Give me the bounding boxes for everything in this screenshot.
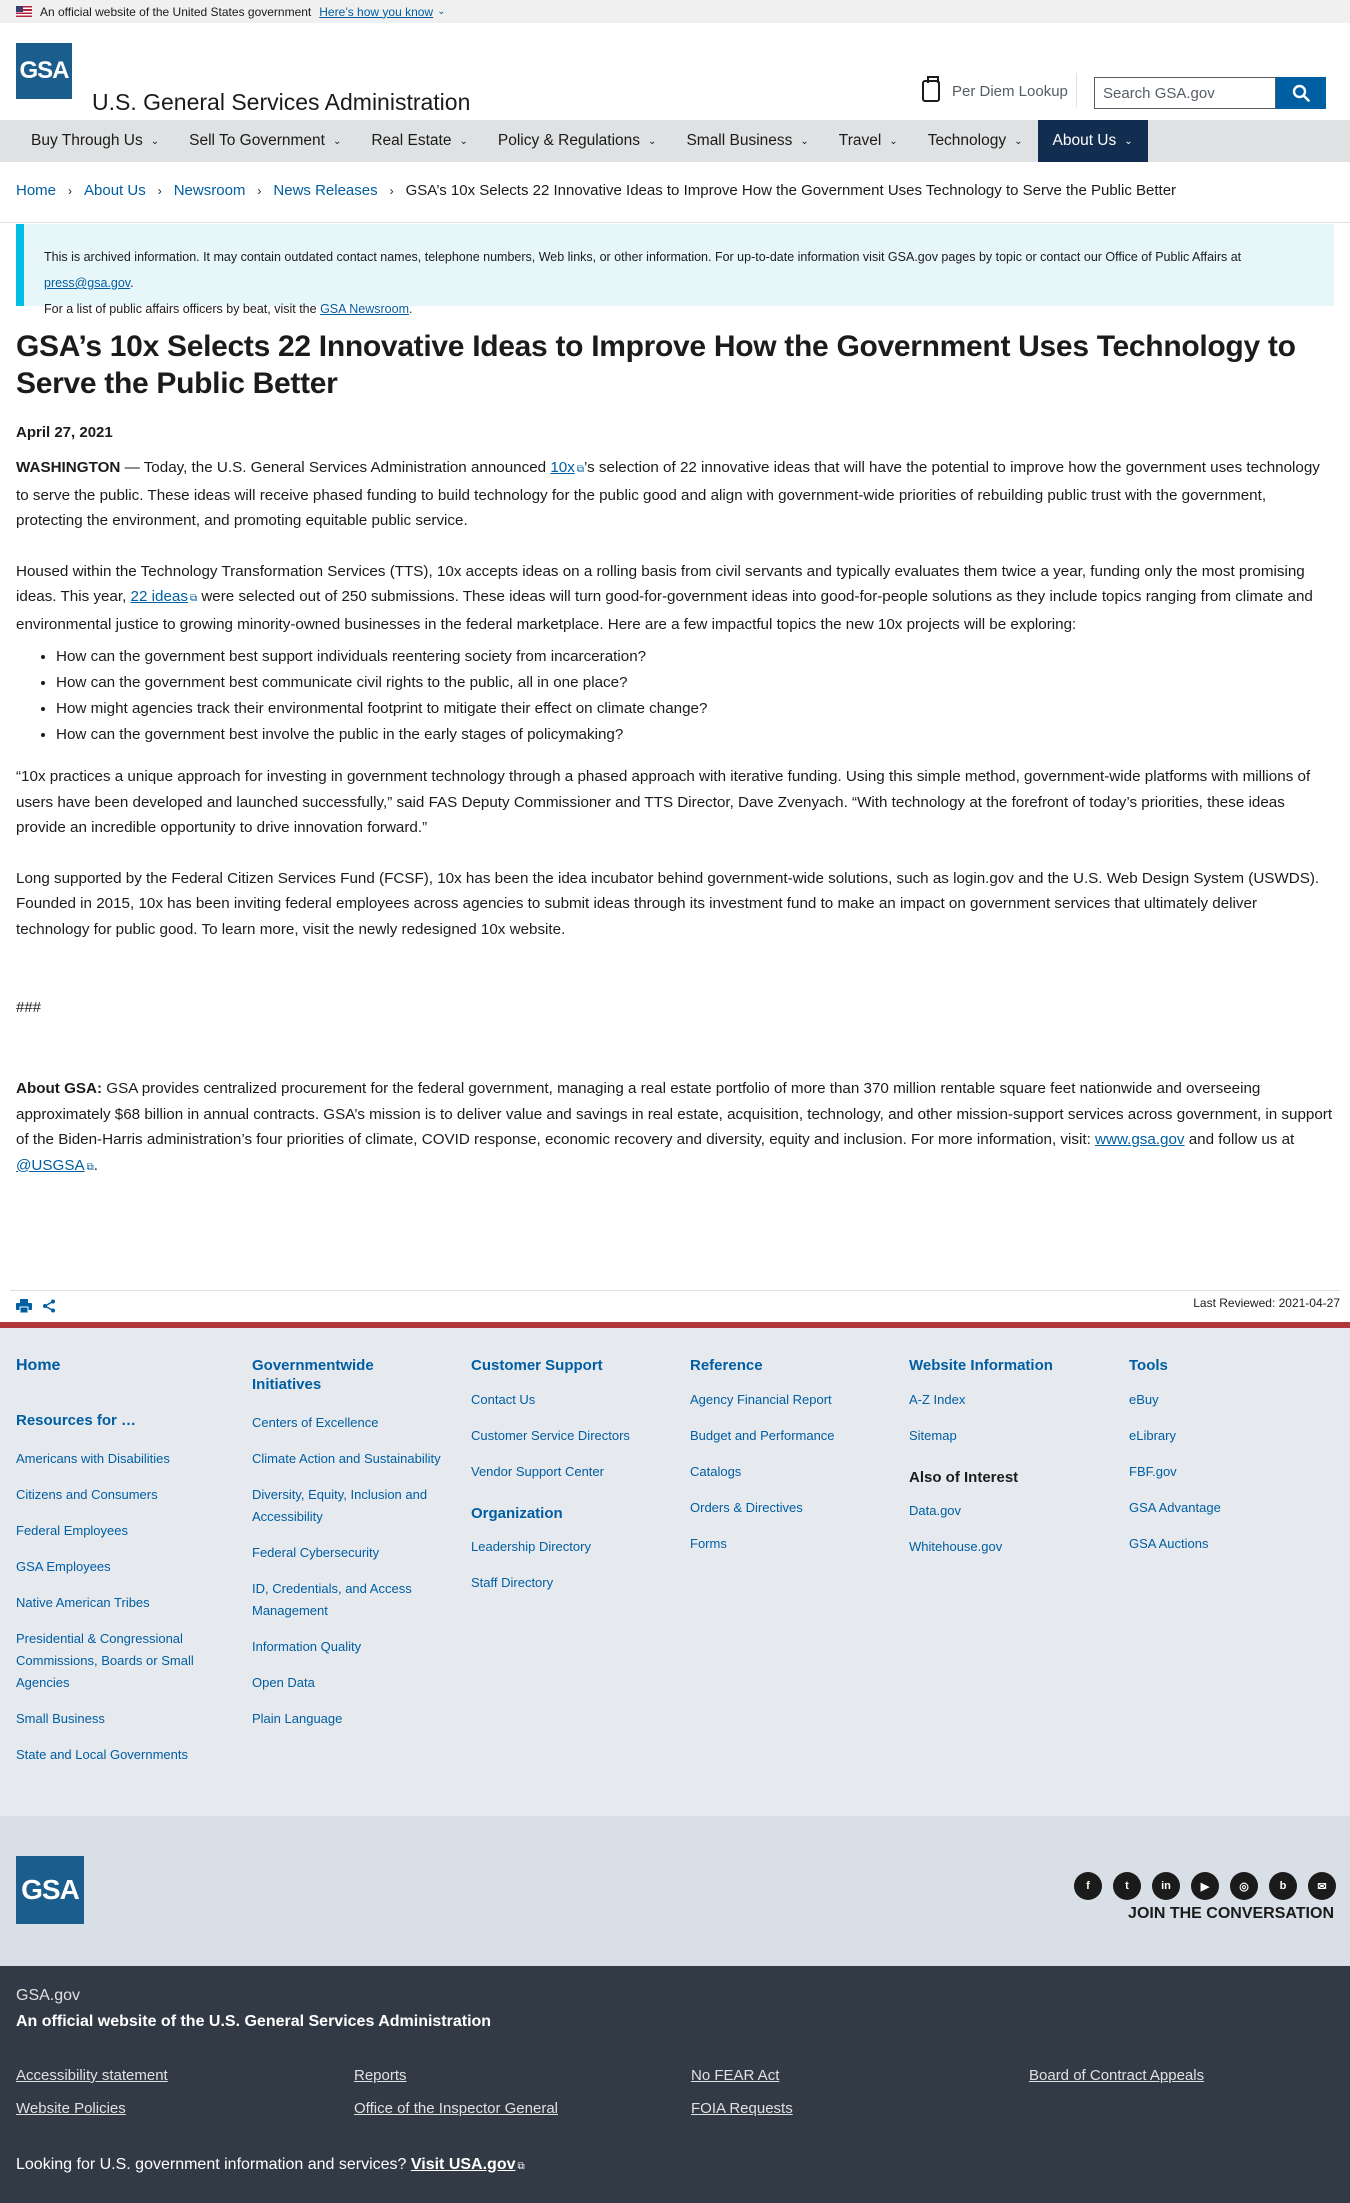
list-item: • How can the government best involve the public in the early stages of policymaking?: [56, 722, 1334, 748]
site-header: [0, 23, 1350, 120]
nav-label: Travel: [838, 132, 882, 149]
article: [16, 328, 1334, 1180]
footer-link[interactable]: Orders & Directives: [690, 1500, 803, 1515]
footer-link[interactable]: FBF.gov: [1129, 1464, 1177, 1479]
breadcrumb-news-releases[interactable]: News Releases: [273, 182, 378, 199]
footer-heading[interactable]: Tools: [1129, 1357, 1168, 1374]
archived-alert: [16, 224, 1334, 316]
gsa-newsroom-link[interactable]: GSA Newsroom: [320, 302, 409, 316]
chevron-down-icon: ⌄: [889, 135, 898, 147]
heres-how-you-know-link[interactable]: Here’s how you know: [319, 4, 434, 19]
chevron-down-icon: ⌄: [437, 6, 446, 17]
nav-label: Small Business: [686, 132, 793, 149]
nav-label: About Us: [1052, 132, 1117, 149]
footer-link[interactable]: Open Data: [252, 1675, 315, 1690]
us-flag-icon: [16, 6, 32, 17]
alert-line-1: [44, 244, 1334, 296]
nav-label: Policy & Regulations: [497, 132, 641, 149]
facebook-icon[interactable]: f: [1074, 1872, 1102, 1900]
text: — Today, the U.S. General Services Administration announced: [120, 459, 551, 476]
footer-col-tools: [1129, 1356, 1329, 1555]
divider: [1076, 73, 1077, 107]
chevron-down-icon: ⌄: [648, 135, 657, 147]
page-title: GSA’s 10x Selects 22 Innovative Ideas to Improve How the Government Uses Technology to Serve the Public Better: [16, 330, 1296, 400]
linkedin-icon[interactable]: in: [1152, 1872, 1180, 1900]
social-links: [1074, 1872, 1336, 1900]
nav-sell-to-government[interactable]: [174, 120, 356, 162]
chevron-down-icon: ⌄: [459, 135, 468, 147]
last-reviewed: Last Reviewed: 2021-04-27: [1193, 1296, 1340, 1310]
footer-heading[interactable]: Organization: [471, 1505, 563, 1522]
identifier-official: An official website of the U.S. General Services Administration: [16, 2013, 492, 2030]
footer-links: [0, 1322, 1350, 1816]
nav-buy-through-us[interactable]: [16, 120, 174, 162]
search-icon: [1292, 84, 1310, 102]
usgsa-link[interactable]: @USGSA: [16, 1156, 85, 1174]
external-link-icon: ⧉: [517, 2161, 525, 2172]
footer-heading[interactable]: Website Information: [909, 1357, 1053, 1374]
footer-link[interactable]: Leadership Directory: [471, 1539, 591, 1554]
no-fear-act-link[interactable]: No FEAR Act: [691, 2067, 780, 2084]
list-item: • How might agencies track their environmental footprint to mitigate their effect on climate change?: [56, 696, 1334, 722]
breadcrumb-current: GSA’s 10x Selects 22 Innovative Ideas to Improve How the Government Uses Technology to Serve the Public Better: [405, 182, 1177, 199]
footer-link[interactable]: Whitehouse.gov: [909, 1539, 1003, 1554]
visit-usa-gov-link[interactable]: Visit USA.gov: [410, 2156, 516, 2173]
identifier: [0, 1966, 1350, 2203]
join-the-conversation: JOIN THE CONVERSATION: [1128, 1905, 1334, 1922]
alert-text: This is archived information. It may contain outdated contact names, telephone numbers, Web links, or other information. For up-to-date information visit GSA.gov pages by topic or contact our Office of Public Affairs at: [44, 250, 1242, 264]
search-form: [1094, 77, 1326, 109]
footer-link[interactable]: Customer Service Directors: [471, 1428, 630, 1443]
press-email-link[interactable]: press@gsa.gov: [44, 276, 131, 290]
chevron-right-icon: ›: [389, 183, 394, 198]
reports-link[interactable]: Reports: [354, 2067, 407, 2084]
footer-link[interactable]: Sitemap: [909, 1428, 957, 1443]
chevron-down-icon: ⌄: [1014, 135, 1023, 147]
nav-label: Buy Through Us: [31, 132, 143, 149]
footer-link[interactable]: Contact Us: [471, 1392, 536, 1407]
footer-link[interactable]: Centers of Excellence: [252, 1415, 379, 1430]
about-gsa: [16, 1076, 1334, 1180]
email-icon[interactable]: ✉: [1308, 1872, 1336, 1900]
footer-heading[interactable]: Customer Support: [471, 1357, 603, 1374]
paragraph-1: [16, 455, 1334, 534]
list-item: • How can the government best support individuals reentering society from incarceration?: [56, 644, 1334, 670]
usa-gov-prompt: [16, 2156, 525, 2174]
footer-link[interactable]: Forms: [690, 1536, 727, 1551]
paragraph-4: Long supported by the Federal Citizen Services Fund (FCSF), 10x has been the idea incubator behind government-wide solutions, such as login.gov and the U.S. Web Design System (USWDS). Founded in 2015, 10x has been inviting federal employees across agencies to submit ideas through its investment fund to make an impact on government services that ultimately deliver technology for public good. To learn more, visit the newly redesigned 10x website.: [16, 869, 1320, 938]
footer-link[interactable]: A-Z Index: [909, 1392, 966, 1407]
share-icons: [16, 1299, 56, 1313]
footer-link[interactable]: Staff Directory: [471, 1575, 554, 1590]
external-link-icon: ⧉: [189, 593, 198, 604]
print-icon[interactable]: [16, 1299, 32, 1313]
footer-col-reference: [690, 1356, 890, 1555]
website-policies-link[interactable]: Website Policies: [16, 2100, 126, 2117]
footer-col-support: [471, 1356, 671, 1594]
footer-link[interactable]: ID, Credentials, and Access Management: [252, 1581, 412, 1618]
nav-label: Real Estate: [371, 132, 452, 149]
nav-label: Technology: [927, 132, 1007, 149]
breadcrumb-about-us[interactable]: About Us: [84, 182, 146, 199]
paragraph-2: [16, 559, 1334, 638]
twitter-icon[interactable]: t: [1113, 1872, 1141, 1900]
gsa-logo[interactable]: GSA: [16, 43, 72, 99]
footer-link[interactable]: Presidential & Congressional Commissions, Boards or Small Agencies: [16, 1631, 194, 1690]
nav-technology[interactable]: [913, 120, 1038, 162]
text: Housed within the Technology Transformation Services (TTS), 10x accepts ideas on a rolling basis from civil servants and typically evaluates them twice a year, funding only the most promising ideas. This year,: [16, 562, 1305, 605]
about-lead: About GSA:: [16, 1080, 103, 1097]
footer-link[interactable]: Vendor Support Center: [471, 1464, 604, 1479]
footer-link[interactable]: GSA Employees: [16, 1559, 111, 1574]
footer-heading[interactable]: Reference: [690, 1357, 763, 1374]
footer-brand: [0, 1816, 1350, 1966]
nav-policy-regulations[interactable]: [483, 120, 672, 162]
search-input[interactable]: [1094, 77, 1276, 109]
text: Looking for U.S. government information and services?: [16, 2156, 407, 2173]
nav-label: Sell To Government: [189, 132, 325, 149]
dateline: WASHINGTON: [16, 459, 121, 476]
instagram-icon[interactable]: ◎: [1230, 1872, 1258, 1900]
alert-text: .: [130, 276, 134, 290]
identifier-domain: GSA.gov: [16, 1987, 81, 2004]
text: were selected out of 250 submissions. These ideas will turn good-for-government ideas into good-for-people solutions as they include topics ranging from climate and environmental justice to growing minority-owned businesses in the federal marketplace. Here are a few impactful topics the new 10x projects will be exploring:: [16, 588, 1313, 633]
footer-link[interactable]: Citizens and Consumers: [16, 1487, 158, 1502]
footer-link[interactable]: Climate Action and Sustainability: [252, 1451, 441, 1466]
topics-list: [16, 644, 1334, 748]
external-link-icon: ⧉: [86, 1161, 94, 1173]
article-date: April 27, 2021: [16, 424, 113, 441]
nav-travel[interactable]: [824, 120, 913, 162]
footer-home-link[interactable]: Home: [16, 1357, 61, 1374]
breadcrumb-newsroom[interactable]: Newsroom: [173, 182, 246, 199]
footer-link[interactable]: GSA Advantage: [1129, 1500, 1221, 1515]
gov-banner: [0, 0, 1350, 23]
search-button[interactable]: [1276, 77, 1326, 109]
footer-link[interactable]: Diversity, Equity, Inclusion and Accessibility: [252, 1487, 428, 1524]
footer-link[interactable]: Information Quality: [252, 1639, 362, 1654]
divider: [0, 222, 1350, 223]
text: ’s selection of 22 innovative ideas that will have the potential to improve how the government uses technology to serve the public. These ideas will receive phased funding to build technology for the public good and align with government-wide priorities of rebuilding public trust with the government, protecting the environment, and promoting equitable public service.: [16, 459, 1320, 529]
footer-col-governmentwide: [252, 1356, 442, 1730]
gsa-gov-link[interactable]: www.gsa.gov: [1095, 1131, 1185, 1148]
footer-link[interactable]: Plain Language: [252, 1711, 343, 1726]
footer-link[interactable]: Americans with Disabilities: [16, 1451, 170, 1466]
footer-link[interactable]: Agency Financial Report: [690, 1392, 832, 1407]
chevron-down-icon: ⌄: [150, 135, 160, 147]
alert-line-2: [44, 296, 1334, 322]
text: and follow us at: [1184, 1131, 1295, 1148]
board-of-contract-appeals-link[interactable]: Board of Contract Appeals: [1029, 2067, 1205, 2084]
footer-link[interactable]: Catalogs: [690, 1464, 742, 1479]
footer-heading[interactable]: Governmentwide Initiatives: [252, 1357, 374, 1393]
end-marker: ###: [16, 999, 42, 1016]
site-title[interactable]: U.S. General Services Administration: [92, 89, 471, 115]
footer-link[interactable]: Budget and Performance: [690, 1428, 835, 1443]
footer-link[interactable]: Small Business: [16, 1711, 105, 1726]
inspector-general-link[interactable]: Office of the Inspector General: [354, 2100, 559, 2117]
text: GSA provides centralized procurement for the federal government, managing a real estate portfolio of more than 370 million rentable square feet nationwide and overseeing approximately $68 billion in annual contracts. GSA’s mission is to deliver value and savings in real estate, acquisition, technology, and other mission-support services across government, in support of the Biden-Harris administration’s four priorities of climate, COVID response, economic recovery and diversity, equity and inclusion. For more information, visit:: [16, 1080, 1333, 1148]
share-icon[interactable]: [42, 1299, 56, 1313]
footer-resources-heading[interactable]: Resources for …: [16, 1412, 137, 1429]
share-bar: [10, 1290, 1340, 1320]
gov-banner-text: An official website of the United States government: [40, 4, 312, 19]
footer-link[interactable]: GSA Auctions: [1129, 1536, 1209, 1551]
paragraph-3: “10x practices a unique approach for investing in government technology through a phased approach with iterative funding. Using this simple method, government-wide platforms with millions of users have been developed and launched successfully,” said FAS Deputy Commissioner and TTS Director, Dave Zvenyach. “With technology at the forefront of today’s priorities, these ideas provide an incredible opportunity to drive innovation forward.”: [16, 768, 1311, 836]
main-nav: [0, 120, 1350, 162]
luggage-icon: [922, 80, 940, 102]
footer-gsa-logo[interactable]: GSA: [16, 1856, 84, 1924]
22-ideas-link[interactable]: 22 ideas: [130, 588, 188, 605]
footer-link[interactable]: eLibrary: [1129, 1428, 1176, 1443]
chevron-right-icon: ›: [68, 183, 73, 198]
footer-col-website: [909, 1356, 1109, 1558]
footer-link[interactable]: eBuy: [1129, 1392, 1159, 1407]
chevron-right-icon: ›: [257, 183, 262, 198]
chevron-down-icon: ⌄: [1124, 135, 1133, 147]
chevron-down-icon: ⌄: [332, 135, 342, 147]
per-diem-lookup-link[interactable]: [922, 80, 1068, 102]
nav-about-us[interactable]: [1038, 120, 1148, 162]
per-diem-label: Per Diem Lookup: [952, 82, 1068, 100]
list-item: • How can the government best communicate civil rights to the public, all in one place?: [56, 670, 1334, 696]
chevron-right-icon: ›: [157, 183, 162, 198]
external-link-icon: ⧉: [576, 464, 584, 475]
footer-link[interactable]: State and Local Governments: [16, 1747, 188, 1762]
breadcrumb-home[interactable]: Home: [16, 182, 57, 199]
breadcrumb: [16, 182, 1176, 199]
accessibility-statement-link[interactable]: Accessibility statement: [16, 2067, 168, 2084]
footer-col-home: [16, 1356, 216, 1766]
alert-text: For a list of public affairs officers by beat, visit the: [44, 302, 321, 316]
foia-requests-link[interactable]: FOIA Requests: [691, 2100, 793, 2117]
footer-link[interactable]: Federal Cybersecurity: [252, 1545, 380, 1560]
nav-real-estate[interactable]: [356, 120, 483, 162]
footer-link[interactable]: Data.gov: [909, 1503, 962, 1518]
youtube-icon[interactable]: ▶: [1191, 1872, 1219, 1900]
footer-link[interactable]: Native American Tribes: [16, 1595, 150, 1610]
nav-small-business[interactable]: [671, 120, 823, 162]
blog-icon[interactable]: b: [1269, 1872, 1297, 1900]
footer-heading: Also of Interest: [909, 1469, 1019, 1486]
chevron-down-icon: ⌄: [800, 135, 809, 147]
text: .: [93, 1156, 98, 1174]
alert-text: .: [408, 302, 413, 316]
footer-link[interactable]: Federal Employees: [16, 1523, 128, 1538]
10x-link[interactable]: 10x: [550, 459, 575, 476]
